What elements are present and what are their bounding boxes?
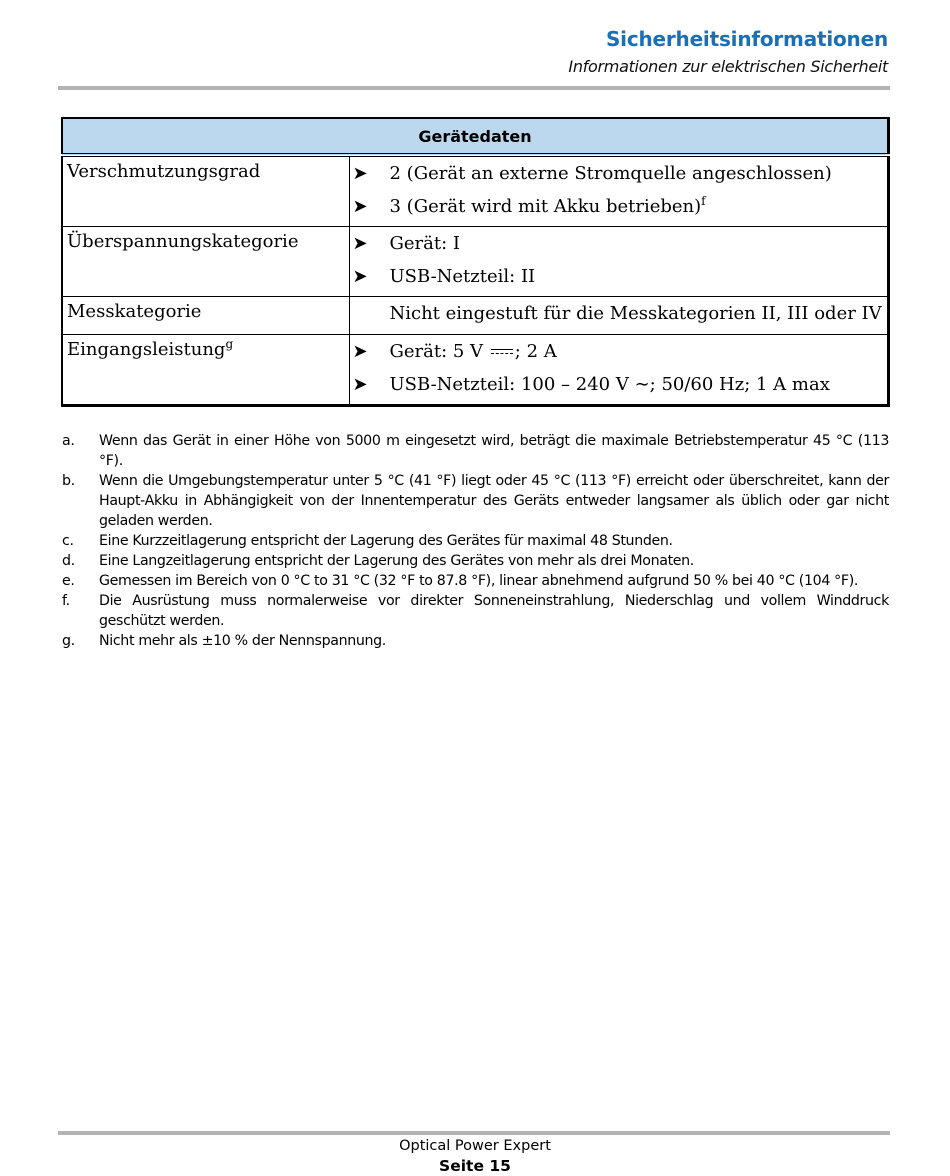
row-label: Eingangsleistung$^g$ bbox=[62, 335, 349, 406]
table-row bbox=[62, 335, 889, 406]
footnote-text: Wenn das Gerät in einer Höhe von 5000 m eingesetzt wird, beträgt die maximale Betriebstemperatur 45 °C (113 °F). bbox=[99, 433, 889, 469]
row-value bbox=[349, 227, 889, 297]
footnote-text: Wenn die Umgebungstemperatur unter 5 °C (41 °F) liegt oder 45 °C (113 °F) erreicht oder überschreitet, kann der Haupt-Akku in Abhängigkeit von der Innentemperatur des Geräts entweder langsamer als üblich oder gar nicht geladen werden. bbox=[99, 473, 889, 529]
footnote-ref: g bbox=[225, 337, 234, 351]
footnote bbox=[62, 471, 889, 531]
row-value bbox=[349, 297, 889, 335]
footnote-ref: f bbox=[701, 194, 706, 208]
subsection-title: Informationen zur elektrischen Sicherheit bbox=[568, 57, 888, 76]
list-item: ➤ 2 (Gerät an externe Stromquelle angeschlossen) bbox=[353, 160, 884, 193]
table-row bbox=[62, 227, 889, 297]
table-row bbox=[62, 155, 889, 227]
arrow-bullet-icon: ➤ bbox=[352, 196, 368, 217]
footnote-letter: g. bbox=[62, 633, 75, 649]
device-data-table bbox=[61, 117, 890, 407]
list-item: Nicht eingestuft für die Messkategorien II, III oder IV bbox=[389, 303, 882, 324]
footnote bbox=[62, 531, 889, 551]
list-item: ➤ USB-Netzteil: II bbox=[353, 263, 884, 296]
footnote-text: Die Ausrüstung muss normalerweise vor direkter Sonneneinstrahlung, Niederschlag und vollem Winddruck geschützt werden. bbox=[99, 593, 889, 629]
footer-product: Optical Power Expert bbox=[399, 1138, 551, 1154]
arrow-bullet-icon: ➤ bbox=[352, 266, 368, 287]
arrow-bullet-icon: ➤ bbox=[352, 341, 368, 362]
footnote-text: Nicht mehr als ±10 % der Nennspannung. bbox=[99, 633, 386, 649]
list-item: ➤ 3 (Gerät wird mit Akku betrieben)$^f$ bbox=[353, 193, 884, 226]
footnote-text: Eine Langzeitlagerung entspricht der Lagerung des Gerätes von mehr als drei Monaten. bbox=[99, 553, 694, 569]
list-item: ➤ Gerät: I bbox=[353, 230, 884, 263]
section-title: Sicherheitsinformationen bbox=[605, 27, 888, 51]
table-row bbox=[62, 297, 889, 335]
row-value bbox=[349, 155, 889, 227]
list-item: ➤ Gerät: 5 V ; 2 A bbox=[353, 338, 884, 371]
footnote bbox=[62, 571, 889, 591]
footer-divider bbox=[58, 1131, 890, 1135]
footnote bbox=[62, 631, 889, 651]
arrow-bullet-icon: ➤ bbox=[352, 163, 368, 184]
row-label: Messkategorie bbox=[62, 297, 349, 335]
arrow-bullet-icon: ➤ bbox=[352, 374, 368, 395]
table-title: Gerätedaten bbox=[62, 118, 889, 155]
footnotes bbox=[62, 431, 889, 651]
row-label: Verschmutzungsgrad bbox=[62, 155, 349, 227]
page-number: Seite 15 bbox=[439, 1157, 511, 1175]
list-item: ➤ USB-Netzteil: 100 – 240 V ∼; 50/60 Hz; 1 A max bbox=[353, 371, 884, 404]
footnote-text: Eine Kurzzeitlagerung entspricht der Lagerung des Gerätes für maximal 48 Stunden. bbox=[99, 533, 673, 549]
footnote bbox=[62, 551, 889, 571]
footnote-letter: b. bbox=[62, 473, 75, 489]
footnote-letter: f. bbox=[62, 593, 70, 609]
footnote bbox=[62, 431, 889, 471]
footnote-letter: c. bbox=[62, 533, 74, 549]
header-divider bbox=[58, 86, 890, 90]
footnote-text: Gemessen im Bereich von 0 °C to 31 °C (32 °F to 87.8 °F), linear abnehmend aufgrund 50 % bei 40 °C (104 °F). bbox=[99, 573, 859, 589]
footnote bbox=[62, 591, 889, 631]
row-label: Überspannungskategorie bbox=[62, 227, 349, 297]
footnote-letter: a. bbox=[62, 433, 75, 449]
footnote-letter: e. bbox=[62, 573, 75, 589]
ac-symbol-icon: ∼ bbox=[634, 374, 650, 395]
arrow-bullet-icon: ➤ bbox=[352, 233, 368, 254]
footnote-letter: d. bbox=[62, 553, 75, 569]
dc-symbol-icon bbox=[491, 347, 513, 357]
row-value bbox=[349, 335, 889, 406]
